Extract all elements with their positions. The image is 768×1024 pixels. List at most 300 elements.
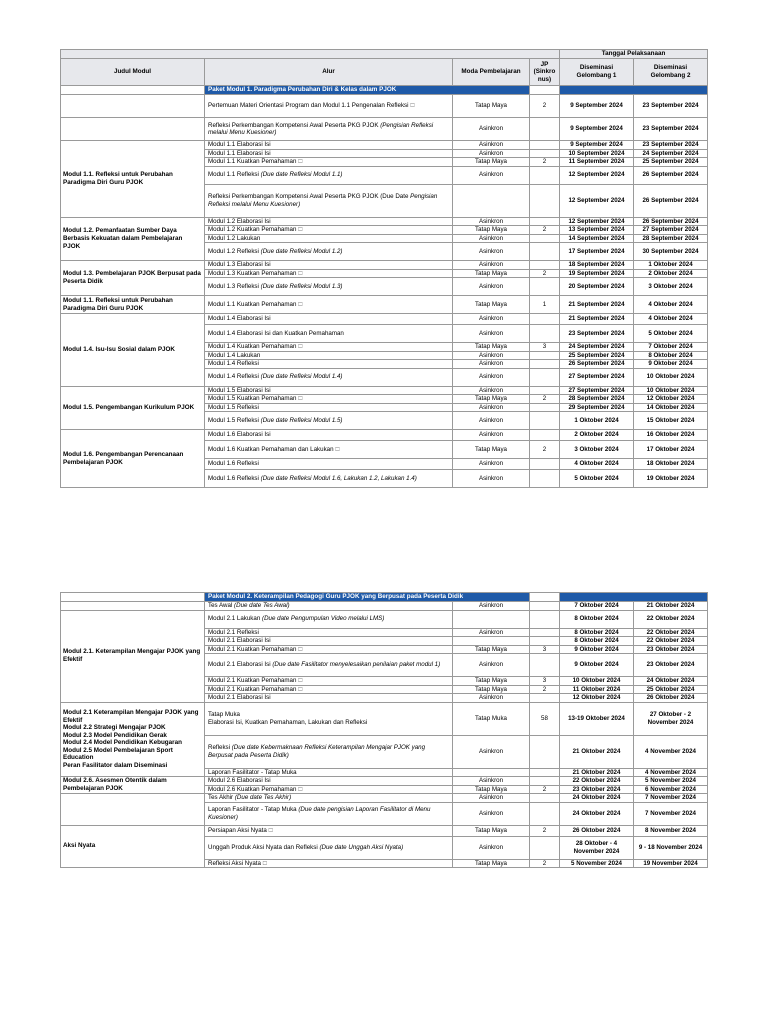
band-fill <box>560 593 708 602</box>
wave2-date-cell: 4 November 2024 <box>634 735 708 768</box>
header-spacer <box>61 50 560 59</box>
table-row <box>61 217 708 226</box>
wave1-date-cell: 21 September 2024 <box>560 296 634 314</box>
jp-cell <box>530 166 560 184</box>
table-row <box>61 794 708 803</box>
mode-cell: Asinkron <box>453 802 530 825</box>
schedule-table-package-2 <box>60 592 707 868</box>
jp-cell <box>530 802 560 825</box>
mode-cell: Asinkron <box>453 217 530 226</box>
jp-cell <box>530 654 560 677</box>
table-row <box>61 95 708 118</box>
flow-cell: Modul 2.1 Kuatkan Pemahaman 🗆 <box>205 685 453 694</box>
jp-cell <box>530 368 560 386</box>
jp-cell <box>530 628 560 637</box>
wave2-date-cell: 9 Oktober 2024 <box>634 360 708 369</box>
wave1-date-cell: 26 September 2024 <box>560 360 634 369</box>
wave1-date-cell: 9 September 2024 <box>560 141 634 150</box>
mode-cell <box>453 768 530 777</box>
flow-cell: Modul 1.2 Elaborasi Isi <box>205 217 453 226</box>
flow-cell: Modul 1.5 Refleksi (Due date Refleksi Modul 1.5) <box>205 412 453 430</box>
flow-cell: Modul 1.4 Elaborasi Isi <box>205 314 453 325</box>
module-title-cell: Modul 2.1. Keterampilan Mengajar PJOK yang Efektif <box>61 610 205 702</box>
jp-cell <box>530 777 560 786</box>
wave2-date-cell: 26 September 2024 <box>634 166 708 184</box>
wave1-date-cell: 21 September 2024 <box>560 314 634 325</box>
module-title-cell <box>61 118 205 141</box>
mode-cell: Asinkron <box>453 430 530 441</box>
wave1-date-cell: 4 Oktober 2024 <box>560 459 634 470</box>
flow-cell: Modul 2.1 Elaborasi Isi <box>205 637 453 646</box>
flow-cell: Modul 1.6 Refleksi (Due date Refleksi Modul 1.6, Lakukan 1.2, Lakukan 1.4) <box>205 470 453 488</box>
jp-cell <box>530 386 560 395</box>
due-date-note: (Due date Refleksi Modul 1.4) <box>260 373 343 381</box>
wave1-date-cell: 8 Oktober 2024 <box>560 610 634 628</box>
flow-cell: Modul 1.6 Refleksi <box>205 459 453 470</box>
flow-cell: Modul 1.1 Refleksi (Due date Refleksi Modul 1.1) <box>205 166 453 184</box>
flow-cell: Unggah Produk Aksi Nyata dan Refleksi (Due date Unggah Aksi Nyata) <box>205 836 453 859</box>
band-spacer <box>530 86 560 95</box>
wave1-date-cell: 27 September 2024 <box>560 368 634 386</box>
schedule-table-package-1 <box>60 49 707 488</box>
mode-cell <box>453 637 530 646</box>
wave1-date-cell: 26 Oktober 2024 <box>560 825 634 836</box>
wave1-date-cell: 8 Oktober 2024 <box>560 637 634 646</box>
jp-cell <box>530 403 560 412</box>
flow-cell: Modul 1.5 Kuatkan Pemahaman 🗆 <box>205 395 453 404</box>
flow-cell: Refleksi Perkembangan Kompetensi Awal Peserta PKG PJOK (Due Date Pengisian Refleksi melalui Menu Kuesioner) <box>205 184 453 217</box>
table-row <box>61 430 708 441</box>
table-row <box>61 141 708 150</box>
mode-cell: Asinkron <box>453 694 530 703</box>
mode-cell: Asinkron <box>453 459 530 470</box>
wave1-date-cell: 12 Oktober 2024 <box>560 694 634 703</box>
wave1-date-cell: 11 Oktober 2024 <box>560 685 634 694</box>
flow-cell: Modul 2.1 Kuatkan Pemahaman 🗆 <box>205 645 453 654</box>
module-title-header: Judul Modul <box>61 59 205 86</box>
mode-cell: Asinkron <box>453 118 530 141</box>
wave1-date-cell: 12 September 2024 <box>560 217 634 226</box>
jp-cell: 2 <box>530 441 560 459</box>
wave1-date-cell: 28 September 2024 <box>560 395 634 404</box>
band-spacer <box>530 593 560 602</box>
wave2-date-cell: 24 September 2024 <box>634 149 708 158</box>
flow-cell: Modul 1.4 Lakukan <box>205 351 453 360</box>
due-date-note: (Due date Refleksi Modul 1.5) <box>260 416 343 424</box>
table-row <box>61 296 708 314</box>
wave1-date-cell: 21 Oktober 2024 <box>560 735 634 768</box>
table-row <box>61 386 708 395</box>
wave1-date-cell: 10 Oktober 2024 <box>560 677 634 686</box>
flow-cell: Tatap Muka Elaborasi Isi, Kuatkan Pemahaman, Lakukan dan Refleksi <box>205 702 453 735</box>
mode-cell: Tatap Maya <box>453 95 530 118</box>
table-row <box>61 602 708 611</box>
due-date-note: (Due date Refleksi Modul 1.6, Lakukan 1.2, Lakukan 1.4) <box>260 474 417 482</box>
jp-cell <box>530 430 560 441</box>
module-title-cell: Modul 1.5. Pengembangan Kurikulum PJOK <box>61 386 205 430</box>
mode-cell: Asinkron <box>453 735 530 768</box>
package-title: Paket Modul 2. Keterampilan Pedagogi Guru PJOK yang Berpusat pada Peserta Didik <box>205 593 530 602</box>
jp-cell: 1 <box>530 296 560 314</box>
flow-cell: Modul 1.4 Refleksi <box>205 360 453 369</box>
due-date-note: (Due date Kebermaknaan Refleksi Keterampilan Mengajar PJOK yang Berpusat pada Peserta Didik) <box>208 744 426 759</box>
mode-cell: Asinkron <box>453 149 530 158</box>
mode-cell: Asinkron <box>453 777 530 786</box>
flow-cell: Modul 1.3 Refleksi (Due date Refleksi Modul 1.3) <box>205 278 453 296</box>
wave2-date-cell: 7 Oktober 2024 <box>634 343 708 352</box>
jp-cell <box>530 261 560 270</box>
flow-cell: Modul 2.1 Lakukan (Due date Pengumpulan Video melalui LMS) <box>205 610 453 628</box>
mode-cell: Tatap Maya <box>453 825 530 836</box>
jp-cell <box>530 243 560 261</box>
wave1-date-cell: 9 Oktober 2024 <box>560 654 634 677</box>
flow-cell: Pertemuan Materi Orientasi Program dan Modul 1.1 Pengenalan Refleksi 🗆 <box>205 95 453 118</box>
jp-cell: 3 <box>530 677 560 686</box>
mode-cell: Asinkron <box>453 351 530 360</box>
wave2-date-cell: 2 Oktober 2024 <box>634 269 708 278</box>
jp-cell <box>530 360 560 369</box>
flow-cell: Modul 1.1 Elaborasi Isi <box>205 141 453 150</box>
flow-cell: Modul 1.5 Refleksi <box>205 403 453 412</box>
jp-header: JP (Sinkro nus) <box>530 59 560 86</box>
jp-cell <box>530 836 560 859</box>
wave1-date-cell: 13 September 2024 <box>560 226 634 235</box>
jp-cell: 2 <box>530 785 560 794</box>
wave2-date-cell: 7 November 2024 <box>634 794 708 803</box>
due-date-note: (Due date Refleksi Modul 1.2) <box>260 247 343 255</box>
due-date-note: (Due date Unggah Aksi Nyata) <box>319 843 404 851</box>
jp-cell: 2 <box>530 859 560 868</box>
flow-cell: Modul 1.2 Refleksi (Due date Refleksi Modul 1.2) <box>205 243 453 261</box>
flow-cell: Modul 2.1 Kuatkan Pemahaman 🗆 <box>205 677 453 686</box>
flow-cell: Modul 1.5 Elaborasi Isi <box>205 386 453 395</box>
jp-cell: 2 <box>530 269 560 278</box>
wave2-date-cell: 23 September 2024 <box>634 118 708 141</box>
wave1-date-cell: 21 Oktober 2024 <box>560 768 634 777</box>
due-date-note: Pengisian Refleksi melalui Menu Kuesioner) <box>208 193 438 208</box>
mode-cell: Asinkron <box>453 234 530 243</box>
mode-cell: Asinkron <box>453 325 530 343</box>
due-date-note: (Due date Pengumpulan Video melalui LMS) <box>262 615 385 623</box>
mode-cell: Asinkron <box>453 278 530 296</box>
mode-cell: Asinkron <box>453 403 530 412</box>
flow-cell: Modul 2.6 Kuatkan Pemahaman 🗆 <box>205 785 453 794</box>
jp-cell <box>530 149 560 158</box>
jp-cell <box>530 794 560 803</box>
module-title-cell: Modul 2.1 Keterampilan Mengajar PJOK yang Efektif Modul 2.2 Strategi Mengajar PJOK Modul 2.3 Model Pendidikan Gerak Modul 2.4 Model Pendidikan Kebugaran Modul 2.5 Model Pembelajaran Sport Education Peran Fasilitator dalam Diseminasi <box>61 702 205 777</box>
wave2-date-cell: 10 Oktober 2024 <box>634 386 708 395</box>
wave1-date-cell: 22 Oktober 2024 <box>560 777 634 786</box>
module-title-cell: Modul 1.2. Pemanfaatan Sumber Daya Berbasis Kekuatan dalam Pembelajaran PJOK <box>61 217 205 261</box>
wave2-date-cell: 17 Oktober 2024 <box>634 441 708 459</box>
flow-cell: Modul 2.1 Refleksi <box>205 628 453 637</box>
flow-cell: Laporan Fasilitator - Tatap Muka (Due date pengisian Laporan Fasilitator di Menu Kuesioner) <box>205 802 453 825</box>
jp-cell <box>530 314 560 325</box>
wave1-date-cell: 28 Oktober - 4 November 2024 <box>560 836 634 859</box>
flow-cell: Modul 1.1 Elaborasi Isi <box>205 149 453 158</box>
jp-cell <box>530 459 560 470</box>
module-title-cell <box>61 95 205 118</box>
mode-cell: Asinkron <box>453 166 530 184</box>
wave2-date-cell: 23 September 2024 <box>634 141 708 150</box>
due-date-note: (Due date Refleksi Modul 1.3) <box>260 282 343 290</box>
jp-cell <box>530 118 560 141</box>
due-date-note: (Due date Fasilitator menyelesaikan penilaian paket modul 1) <box>272 661 441 669</box>
wave1-date-cell: 24 Oktober 2024 <box>560 802 634 825</box>
mode-cell: Tatap Maya <box>453 226 530 235</box>
mode-cell: Tatap Muka <box>453 702 530 735</box>
flow-cell: Modul 1.3 Elaborasi Isi <box>205 261 453 270</box>
wave1-date-cell: 9 Oktober 2024 <box>560 645 634 654</box>
table-row <box>61 118 708 141</box>
wave2-date-cell: 21 Oktober 2024 <box>634 602 708 611</box>
jp-cell <box>530 637 560 646</box>
module-title-cell: Modul 1.3. Pembelajaran PJOK Berpusat pada Peserta Didik <box>61 261 205 296</box>
wave1-date-cell: 2 Oktober 2024 <box>560 430 634 441</box>
package-title: Paket Modul 1. Paradigma Perubahan Diri & Kelas dalam PJOK <box>205 86 530 95</box>
wave1-date-cell: 5 Oktober 2024 <box>560 470 634 488</box>
wave2-date-cell: 4 November 2024 <box>634 768 708 777</box>
table-row <box>61 610 708 628</box>
wave2-date-cell: 30 September 2024 <box>634 243 708 261</box>
jp-cell: 3 <box>530 343 560 352</box>
flow-cell: Modul 1.3 Kuatkan Pemahaman 🗆 <box>205 269 453 278</box>
flow-cell: Modul 1.1 Kuatkan Pemahaman 🗆 <box>205 296 453 314</box>
jp-cell <box>530 694 560 703</box>
flow-cell: Modul 1.4 Elaborasi Isi dan Kuatkan Pemahaman <box>205 325 453 343</box>
wave1-date-cell: 13-19 Oktober 2024 <box>560 702 634 735</box>
date-group-header: Tanggal Pelaksanaan <box>560 50 708 59</box>
module-title-cell: Modul 2.6. Asesmen Otentik dalam Pembelajaran PJOK <box>61 777 205 794</box>
mode-cell: Tatap Maya <box>453 859 530 868</box>
flow-cell: Tes Akhir (Due date Tes Akhir) <box>205 794 453 803</box>
wave2-date-cell: 1 Oktober 2024 <box>634 261 708 270</box>
mode-cell: Asinkron <box>453 368 530 386</box>
jp-cell <box>530 470 560 488</box>
jp-cell <box>530 610 560 628</box>
wave1-date-cell: 10 September 2024 <box>560 149 634 158</box>
wave2-date-cell: 23 Oktober 2024 <box>634 654 708 677</box>
wave1-date-cell: 24 September 2024 <box>560 343 634 352</box>
wave2-date-cell: 23 Oktober 2024 <box>634 645 708 654</box>
wave2-date-cell: 19 Oktober 2024 <box>634 470 708 488</box>
mode-cell: Tatap Maya <box>453 785 530 794</box>
flow-cell: Modul 1.6 Kuatkan Pemahaman dan Lakukan 🗆 <box>205 441 453 459</box>
mode-cell: Tatap Maya <box>453 645 530 654</box>
flow-header: Alur <box>205 59 453 86</box>
jp-cell: 2 <box>530 685 560 694</box>
wave2-date-cell: 10 Oktober 2024 <box>634 368 708 386</box>
flow-cell: Refleksi (Due date Kebermaknaan Refleksi Keterampilan Mengajar PJOK yang Berpusat pada Peserta Didik) <box>205 735 453 768</box>
wave2-date-cell: 25 September 2024 <box>634 158 708 167</box>
wave1-date-cell: 8 Oktober 2024 <box>560 628 634 637</box>
flow-cell: Persiapan Aksi Nyata 🗆 <box>205 825 453 836</box>
jp-cell: 2 <box>530 226 560 235</box>
jp-cell <box>530 184 560 217</box>
mode-cell: Asinkron <box>453 360 530 369</box>
wave1-date-cell: 25 September 2024 <box>560 351 634 360</box>
module-title-cell: Modul 1.1. Refleksi untuk Perubahan Paradigma Diri Guru PJOK <box>61 296 205 314</box>
wave1-date-cell: 9 September 2024 <box>560 118 634 141</box>
wave1-header: Diseminasi Gelombang 1 <box>560 59 634 86</box>
table-row <box>61 702 708 735</box>
mode-cell: Tatap Maya <box>453 685 530 694</box>
flow-cell: Modul 2.6 Elaborasi Isi <box>205 777 453 786</box>
module-title-cell: Aksi Nyata <box>61 825 205 868</box>
wave2-date-cell: 9 - 18 November 2024 <box>634 836 708 859</box>
wave1-date-cell: 17 September 2024 <box>560 243 634 261</box>
wave2-date-cell: 19 November 2024 <box>634 859 708 868</box>
wave2-date-cell: 8 November 2024 <box>634 825 708 836</box>
wave1-date-cell: 1 Oktober 2024 <box>560 412 634 430</box>
jp-cell <box>530 325 560 343</box>
wave1-date-cell: 20 September 2024 <box>560 278 634 296</box>
wave2-date-cell: 22 Oktober 2024 <box>634 637 708 646</box>
mode-cell: Asinkron <box>453 314 530 325</box>
flow-cell: Modul 1.4 Refleksi (Due date Refleksi Modul 1.4) <box>205 368 453 386</box>
wave2-date-cell: 26 September 2024 <box>634 184 708 217</box>
wave2-date-cell: 15 Oktober 2024 <box>634 412 708 430</box>
wave1-date-cell: 9 September 2024 <box>560 95 634 118</box>
flow-cell: Modul 1.2 Kuatkan Pemahaman 🗆 <box>205 226 453 235</box>
mode-cell: Asinkron <box>453 386 530 395</box>
mode-header: Moda Pembelajaran <box>453 59 530 86</box>
mode-cell: Tatap Maya <box>453 343 530 352</box>
mode-cell: Asinkron <box>453 412 530 430</box>
wave1-date-cell: 12 September 2024 <box>560 184 634 217</box>
mode-cell: Tatap Maya <box>453 395 530 404</box>
wave2-date-cell: 22 Oktober 2024 <box>634 628 708 637</box>
band-spacer <box>61 86 205 95</box>
mode-cell: Tatap Maya <box>453 158 530 167</box>
wave2-header: Diseminasi Gelombang 2 <box>634 59 708 86</box>
mode-cell: Tatap Maya <box>453 441 530 459</box>
wave2-date-cell: 26 September 2024 <box>634 217 708 226</box>
flow-cell: Modul 1.1 Kuatkan Pemahaman 🗆 <box>205 158 453 167</box>
due-date-note: (Due date pengisian Laporan Fasilitator di Menu Kuesioner) <box>208 806 431 821</box>
jp-cell: 58 <box>530 702 560 735</box>
wave1-date-cell: 29 September 2024 <box>560 403 634 412</box>
wave2-date-cell: 7 November 2024 <box>634 802 708 825</box>
wave2-date-cell: 14 Oktober 2024 <box>634 403 708 412</box>
mode-cell: Asinkron <box>453 602 530 611</box>
wave2-date-cell: 28 September 2024 <box>634 234 708 243</box>
wave2-date-cell: 12 Oktober 2024 <box>634 395 708 404</box>
wave1-date-cell: 24 Oktober 2024 <box>560 794 634 803</box>
module-title-cell <box>61 602 205 611</box>
wave2-date-cell: 8 Oktober 2024 <box>634 351 708 360</box>
flow-cell: Modul 2.1 Elaborasi Isi <box>205 694 453 703</box>
wave2-date-cell: 5 Oktober 2024 <box>634 325 708 343</box>
due-date-note: (Pengisian Refleksi melalui Menu Kuesioner) <box>208 121 434 136</box>
mode-cell <box>453 610 530 628</box>
flow-cell: Laporan Fasilitator - Tatap Muka <box>205 768 453 777</box>
wave1-date-cell: 11 September 2024 <box>560 158 634 167</box>
wave2-date-cell: 26 Oktober 2024 <box>634 694 708 703</box>
mode-cell: Tatap Maya <box>453 677 530 686</box>
wave2-date-cell: 3 Oktober 2024 <box>634 278 708 296</box>
mode-cell: Asinkron <box>453 794 530 803</box>
wave1-date-cell: 23 Oktober 2024 <box>560 785 634 794</box>
jp-cell <box>530 278 560 296</box>
mode-cell: Asinkron <box>453 141 530 150</box>
jp-cell <box>530 768 560 777</box>
wave1-date-cell: 5 November 2024 <box>560 859 634 868</box>
mode-cell: Asinkron <box>453 243 530 261</box>
table-row <box>61 261 708 270</box>
mode-cell: Asinkron <box>453 654 530 677</box>
jp-cell: 3 <box>530 645 560 654</box>
mode-cell: Asinkron <box>453 836 530 859</box>
module-title-cell <box>61 794 205 826</box>
wave2-date-cell: 24 Oktober 2024 <box>634 677 708 686</box>
due-date-note: (Due date Tes Awal) <box>234 602 290 610</box>
jp-cell: 2 <box>530 95 560 118</box>
wave2-date-cell: 4 Oktober 2024 <box>634 296 708 314</box>
wave1-date-cell: 27 September 2024 <box>560 386 634 395</box>
wave1-date-cell: 3 Oktober 2024 <box>560 441 634 459</box>
mode-cell <box>453 184 530 217</box>
module-title-cell: Modul 1.6. Pengembangan Perencanaan Pembelajaran PJOK <box>61 430 205 488</box>
due-date-note: (Due date Refleksi Modul 1.1) <box>260 171 343 179</box>
flow-cell: Refleksi Aksi Nyata 🗆 <box>205 859 453 868</box>
flow-cell: Modul 1.2 Lakukan <box>205 234 453 243</box>
table-row <box>61 314 708 325</box>
wave2-date-cell: 6 November 2024 <box>634 785 708 794</box>
mode-cell: Asinkron <box>453 628 530 637</box>
wave2-date-cell: 5 November 2024 <box>634 777 708 786</box>
wave1-date-cell: 23 September 2024 <box>560 325 634 343</box>
wave1-date-cell: 18 September 2024 <box>560 261 634 270</box>
jp-cell <box>530 234 560 243</box>
jp-cell <box>530 141 560 150</box>
jp-cell <box>530 735 560 768</box>
mode-cell: Tatap Maya <box>453 269 530 278</box>
flow-cell: Modul 1.4 Kuatkan Pemahaman 🗆 <box>205 343 453 352</box>
flow-cell: Modul 1.6 Elaborasi Isi <box>205 430 453 441</box>
jp-cell <box>530 412 560 430</box>
wave2-date-cell: 27 September 2024 <box>634 226 708 235</box>
wave2-date-cell: 22 Oktober 2024 <box>634 610 708 628</box>
mode-cell: Asinkron <box>453 470 530 488</box>
wave2-date-cell: 27 Oktober - 2 November 2024 <box>634 702 708 735</box>
jp-cell: 2 <box>530 825 560 836</box>
mode-cell: Asinkron <box>453 261 530 270</box>
wave2-date-cell: 4 Oktober 2024 <box>634 314 708 325</box>
jp-cell: 2 <box>530 395 560 404</box>
module-title-cell: Modul 1.1. Refleksi untuk Perubahan Paradigma Diri Guru PJOK <box>61 141 205 218</box>
flow-cell: Refleksi Perkembangan Kompetensi Awal Peserta PKG PJOK (Pengisian Refleksi melalui Menu Kuesioner) <box>205 118 453 141</box>
flow-cell: Tes Awal (Due date Tes Awal) <box>205 602 453 611</box>
wave1-date-cell: 12 September 2024 <box>560 166 634 184</box>
table-row <box>61 825 708 836</box>
due-date-note: (Due date Tes Akhir) <box>234 794 292 802</box>
jp-cell <box>530 217 560 226</box>
wave1-date-cell: 14 September 2024 <box>560 234 634 243</box>
jp-cell <box>530 351 560 360</box>
module-title-cell: Modul 1.4. Isu-Isu Sosial dalam PJOK <box>61 314 205 387</box>
wave2-date-cell: 16 Oktober 2024 <box>634 430 708 441</box>
wave2-date-cell: 25 Oktober 2024 <box>634 685 708 694</box>
jp-cell: 2 <box>530 158 560 167</box>
wave2-date-cell: 18 Oktober 2024 <box>634 459 708 470</box>
wave1-date-cell: 19 September 2024 <box>560 269 634 278</box>
mode-cell: Tatap Maya <box>453 296 530 314</box>
wave2-date-cell: 23 September 2024 <box>634 95 708 118</box>
jp-cell <box>530 602 560 611</box>
table-row <box>61 777 708 786</box>
wave1-date-cell: 7 Oktober 2024 <box>560 602 634 611</box>
